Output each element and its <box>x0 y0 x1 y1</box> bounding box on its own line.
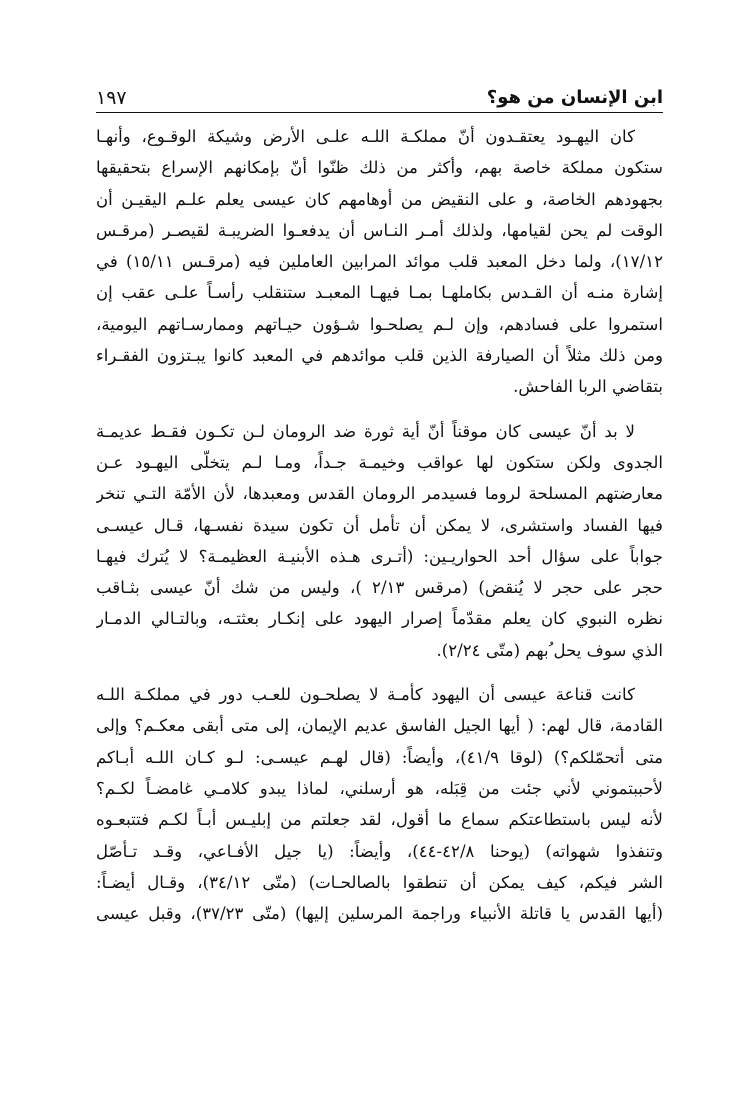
book-page <box>96 82 663 942</box>
text-line: معارضتهم المسلحة لروما فسيدمر الرومان القدس ومعبدها، لأن الأمّة التـي تنخر <box>96 484 663 504</box>
text-line: لا بد أنّ عيسى كان موقناً أنّ أية ثورة ضد الرومان لـن تكـون فقـط عديمـة <box>96 421 635 441</box>
text-line: لأنه ليس باستطاعتكم سماع ما أقول، لقد جعلتم من إبليـس أبـاً لكـم فتتبعـوه <box>96 810 663 830</box>
text-line: متى أتحمّلكم؟) (لوقا ٤١/٩)، وأيضاً: (قال لهـم عيسـى: لـو كـان اللـه أبـاكم <box>96 747 663 767</box>
text-line: ومن ذلك مثلاً أن الصيارفة الذين قلب موائدهم في المعبد كانوا يبـتزون الفقـراء <box>96 346 663 366</box>
text-line: ١٧/١٢)، ولما دخل المعبد قلب موائد المرابين العاملين فيه (مرقـس ١٥/١١) في <box>96 252 663 272</box>
text-line: كانت قناعة عيسى أن اليهود كأمـة لا يصلحـون للعـب دور في مملكـة اللـه <box>96 685 635 705</box>
text-line: بجهودهم الخاصة، و على النقيض من أوهامهم كان عيسى يعلم علـم اليقيـن أن <box>96 189 663 209</box>
text-line: وتنفذوا شهواته) (يوحنا ٤٢/٨-٤٤)، وأيضاً: (يا جيل الأفـاعي، وقـد تـأصّل <box>96 841 663 861</box>
text-line: كان اليهـود يعتقـدون أنّ مملكـة اللـه علـى الأرض وشيكة الوقـوع، وأنهـا <box>96 127 635 146</box>
text-line: نظره النبوي كان يعلم مقدّماً إصرار اليهود على إنكـار بعثتـه، وبالتـالي الدمـار <box>96 609 663 629</box>
text-line: استمروا على فسادهم، وإن لـم يصلحـوا شـؤون حيـاتهم وممارسـاتهم اليومية، <box>96 314 663 334</box>
text-line: فيها الفساد واستشرى، لا يمكن أن تأمل أن تكون سيدة نفسـها، قـال عيسـى <box>96 515 663 535</box>
text-line: الجدوى ولكن ستكون لها عواقب وخيمـة جـداً، ومـا لـم يتخلّى اليهـود عـن <box>96 452 663 472</box>
text-line: الوقت لم يحن لقيامها، ولذلك أمـر النـاس أن يدفعـوا الضريبـة لقيصـر (مرقـس <box>96 220 663 240</box>
chapter-title: ابن الإنسان من هو؟ <box>486 87 663 108</box>
text-line: بتقاضي الربا الفاحش. <box>513 377 663 397</box>
running-header <box>96 82 663 113</box>
text-line: حجر على حجر لا يُنقض) (مرقس ٢/١٣ )، وليس من شك أنّ عيسى بثـاقب <box>96 578 663 598</box>
text-line: إشارة منـه أن القـدس بكاملهـا بمـا فيهـا المعبـد ستنقلب رأسـاً علـى عقب إن <box>96 283 663 303</box>
text-line: (أيها القدس يا قاتلة الأنبياء وراجمة المرسلين إليها) (متّى ٣٧/٢٣)، وقبل عيسى <box>96 904 663 924</box>
paragraph-3 <box>96 679 663 929</box>
text-line: القادمة، قال لهم: ( أيها الجيل الفاسق عديم الإيمان، إلى متى أبقى معكـم؟ وإلى <box>96 716 663 736</box>
text-line: لأحببتموني لأني جئت من قِبَله، هو أرسلني، لماذا يبدو كلامـي غامضـاً لكـم؟ <box>96 778 663 798</box>
body-text <box>96 121 663 929</box>
text-line: الذي سوف يحل ُبهم (متّى ٢/٢٤). <box>436 640 663 660</box>
text-line: جواباً على سؤال أحد الحواريـين: (أتـرى هـذه الأبنيـة العظيمـة؟ لا يُترك فيهـا <box>96 546 663 566</box>
paragraph-1 <box>96 121 663 403</box>
page-number: ١٩٧ <box>96 87 127 109</box>
text-line: ستكون مملكة خاصة بهم، وأكثر من ذلك ظنّوا أنّ بإمكانهم الإسراع بتحقيقها <box>96 158 663 178</box>
paragraph-2 <box>96 416 663 666</box>
text-line: الشر فيكم، كيف يمكن أن تنطقوا بالصالحـات) (متّى ٣٤/١٢)، وقـال أيضـاً: <box>96 872 663 892</box>
